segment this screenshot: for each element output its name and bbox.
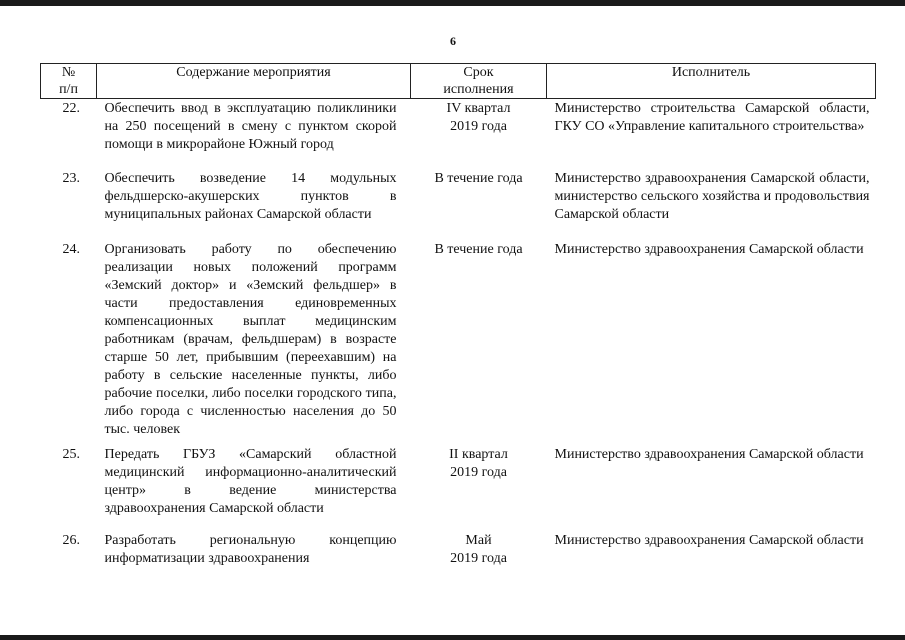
header-term: Срок исполнения [411,64,547,99]
row-term: IV квартал 2019 года [446,101,511,134]
header-number: № п/п [41,64,97,99]
row-term: II квартал 2019 года [449,446,508,480]
row-executor: Министерство здравоохранения Самарской области [554,446,864,462]
row-executor: Министерство здравоохранения Самарской области, министерство сельского хозяйства и продовольствия Самарской области [554,170,870,222]
header-executor: Исполнитель [547,64,876,99]
row-executor: Министерство здравоохранения Самарской области [554,532,864,548]
row-number: 25. [62,446,80,462]
row-content: Организовать работу по обеспечению реализации новых положений программ «Земский доктор» и «Земский фельдшер» в части предоставления единовременных компенсационных выплат медицинским работникам (врачам, фельдшерам) в возрасте старше 50 лет, прибывшим (переехавшим) на работу в сельские населенные пункты, либо рабочие поселки, либо поселки городского типа, либо города с численностью населения до 50 тыс. человек [104,241,397,437]
top-scan-border [0,0,905,6]
row-content: Передать ГБУЗ «Самарский областной медицинский информационно-аналитический центр» в ведение министерства здравоохранения Самарской области [104,446,397,516]
measures-table [40,63,876,581]
row-term: В течение года [434,170,523,186]
row-content: Обеспечить ввод в эксплуатацию поликлиники на 250 посещений в смену с пунктом скорой помощи в микрорайоне Южный город [104,101,397,152]
row-content: Обеспечить возведение 14 модульных фельдшерско-акушерских пунктов в муниципальных районах Самарской области [104,170,397,222]
row-term: В течение года [434,241,523,257]
row-content: Разработать региональную концепцию информатизации здравоохранения [104,532,397,566]
table-header-row [41,64,876,99]
page-number: 6 [450,34,456,48]
row-executor: Министерство строительства Самарской области, ГКУ СО «Управление капитального строительства» [554,101,870,134]
row-number: 23. [62,170,80,186]
row-executor: Министерство здравоохранения Самарской области [554,241,864,257]
table-row [41,531,876,581]
row-term: Май 2019 года [450,532,507,566]
table-row [41,169,876,240]
table-row [41,240,876,445]
row-number: 22. [62,101,80,116]
row-number: 26. [62,532,80,548]
table-row [41,445,876,531]
row-number: 24. [62,241,80,257]
table-row [41,99,876,169]
bottom-scan-border [0,635,905,640]
header-content: Содержание мероприятия [97,64,411,99]
